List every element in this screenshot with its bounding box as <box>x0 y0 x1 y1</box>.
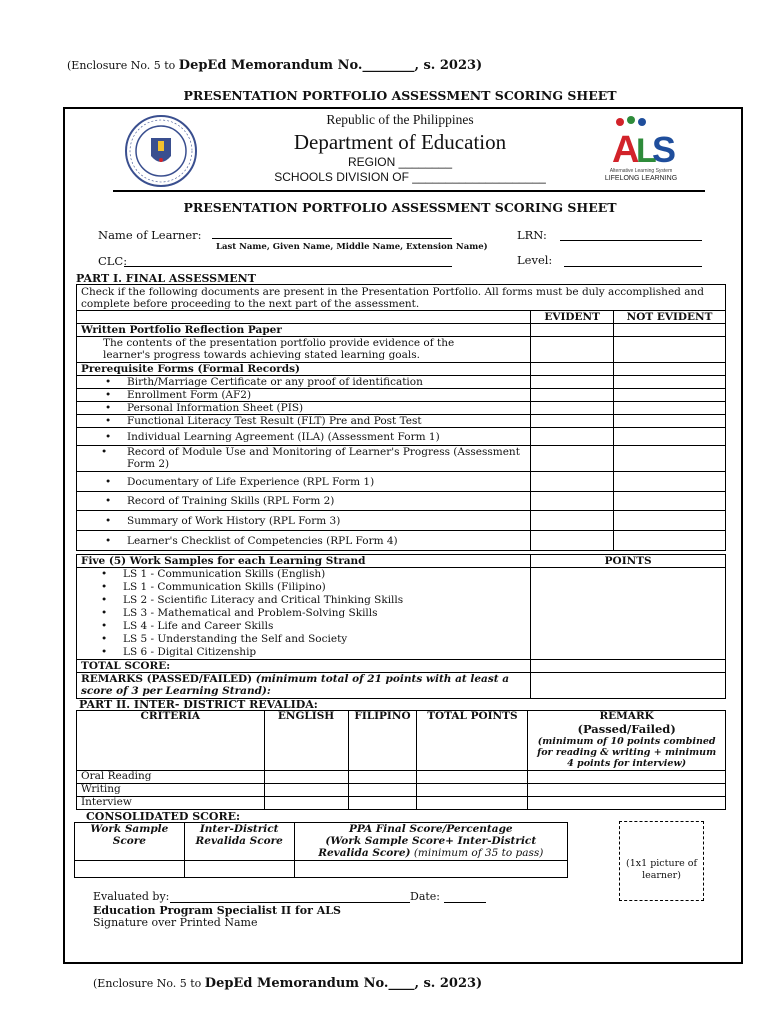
als-logo <box>600 114 682 186</box>
ppa-formula <box>299 835 563 859</box>
page-title: PRESENTATION PORTFOLIO ASSESSMENT SCORING SHEET <box>183 88 617 103</box>
work-samples-table <box>76 554 726 699</box>
als-tagline: Alternative Learning System <box>609 168 673 174</box>
sample-item-label: LS 2 - Scientific Literacy and Critical Thinking Skills <box>123 594 404 606</box>
remarks-cell[interactable] <box>531 673 726 699</box>
evident-cell[interactable] <box>531 402 614 415</box>
name-label: Name of Learner: <box>98 228 202 242</box>
prereq-item-label: Functional Literacy Test Result (FLT) Pre and Post Test <box>127 415 422 427</box>
svg-text:L: L <box>636 132 657 170</box>
score-cell[interactable] <box>264 797 348 810</box>
reflection-evident-cell[interactable] <box>531 337 614 363</box>
score-cell[interactable] <box>348 797 417 810</box>
evaluator-position: Education Program Specialist II for ALS <box>93 904 341 917</box>
revalida-table <box>76 710 726 810</box>
lrn-label: LRN: <box>517 228 547 242</box>
prereq-item-label: Personal Information Sheet (PIS) <box>127 402 304 414</box>
score-cell[interactable] <box>348 784 417 797</box>
consolidated-heading: CONSOLIDATED SCORE: <box>86 810 241 823</box>
prereq-item <box>77 415 531 428</box>
ppa-score-cell[interactable] <box>294 861 567 878</box>
criteria-row-label: Writing <box>77 784 265 797</box>
not-evident-cell[interactable] <box>614 511 726 531</box>
enclosure-memo: DepEd Memorandum No.________, s. 2023) <box>178 58 483 73</box>
bullet: • <box>101 620 108 632</box>
prereq-item <box>77 472 531 492</box>
bullet: • <box>101 607 108 619</box>
bullet: • <box>101 446 108 458</box>
prereq-item-label: Record of Training Skills (RPL Form 2) <box>127 495 335 507</box>
date-label: Date: <box>410 890 441 903</box>
prereq-item-label: Birth/Marriage Certificate or any proof of identification <box>127 376 423 388</box>
reflection-not-evident-cell[interactable] <box>614 337 726 363</box>
col-ppa <box>294 823 567 861</box>
col-remark <box>528 711 726 771</box>
als-motto: LIFELONG LEARNING <box>604 175 678 182</box>
enclosure-prefix: (Enclosure No. 5 to <box>67 59 179 72</box>
deped-seal-logo <box>124 114 198 188</box>
clc-label: CLC: <box>98 254 128 268</box>
department-title: Department of Education <box>293 130 507 154</box>
remark-cell[interactable] <box>528 771 726 784</box>
col-points: POINTS <box>531 555 726 568</box>
total-score-label: TOTAL SCORE: <box>77 660 531 673</box>
prereq-item <box>77 402 531 415</box>
criteria-row-label: Oral Reading <box>77 771 265 784</box>
signature-label: Signature over Printed Name <box>93 916 258 929</box>
form-title: PRESENTATION PORTFOLIO ASSESSMENT SCORING SHEET <box>183 200 617 215</box>
work-sample-score-cell[interactable] <box>75 861 185 878</box>
evident-cell[interactable] <box>531 531 614 551</box>
evident-cell[interactable] <box>531 389 614 402</box>
score-cell[interactable] <box>417 797 528 810</box>
col-not-evident: NOT EVIDENT <box>614 311 726 324</box>
score-cell[interactable] <box>417 784 528 797</box>
bullet: • <box>101 633 108 645</box>
sample-item-label: LS 5 - Understanding the Self and Society <box>123 633 348 645</box>
bullet: • <box>101 568 108 580</box>
evident-cell[interactable] <box>531 376 614 389</box>
revalida-score-cell[interactable] <box>184 861 294 878</box>
reflection-heading: Written Portfolio Reflection Paper <box>77 324 531 337</box>
samples-list <box>77 568 531 660</box>
col-total-points: TOTAL POINTS <box>417 711 528 771</box>
prereq-item-label: Enrollment Form (AF2) <box>127 389 252 401</box>
prereq-item <box>77 446 531 472</box>
remark-title: REMARK <box>599 710 654 722</box>
not-evident-cell[interactable] <box>614 389 726 402</box>
picture-box-label: (1x1 picture of learner) <box>626 858 697 881</box>
prereq-item <box>77 389 531 402</box>
bullet: • <box>105 430 112 443</box>
name-hint: Last Name, Given Name, Middle Name, Extension Name) <box>216 242 488 252</box>
col-filipino: FILIPINO <box>348 711 417 771</box>
not-evident-cell[interactable] <box>614 446 726 472</box>
part2-heading: PART II. INTER- DISTRICT REVALIDA: <box>79 698 318 711</box>
header-rule <box>113 190 705 192</box>
bullet: • <box>101 646 108 658</box>
reflection-text-content: The contents of the presentation portfolio provide evidence of the learner's progress towards achieving stated learning goals. <box>103 337 455 361</box>
prereq-item <box>77 531 531 551</box>
not-evident-cell[interactable] <box>614 402 726 415</box>
bullet: • <box>101 581 108 593</box>
ppa-title: PPA Final Score/Percentage <box>349 823 513 835</box>
evident-cell[interactable] <box>531 446 614 472</box>
col-criteria: CRITERIA <box>77 711 265 771</box>
total-score-cell[interactable] <box>531 660 726 673</box>
sample-item <box>77 581 530 594</box>
ppa-formula-text: (Work Sample Score+ Inter-District Revalida Score) <box>318 835 537 859</box>
bullet: • <box>105 415 112 427</box>
not-evident-cell[interactable] <box>614 376 726 389</box>
prereq-item-label: Record of Module Use and Monitoring of Learner's Progress (Assessment Form 2) <box>127 446 520 470</box>
bullet: • <box>105 402 112 414</box>
part1-table <box>76 284 726 551</box>
score-cell[interactable] <box>264 784 348 797</box>
level-field[interactable] <box>564 251 702 267</box>
bullet: • <box>105 475 112 488</box>
not-evident-cell[interactable] <box>614 415 726 428</box>
criteria-row-label: Interview <box>77 797 265 810</box>
date-field[interactable] <box>444 888 486 903</box>
bullet: • <box>105 534 112 547</box>
prereq-item-label: Learner's Checklist of Competencies (RPL Form 4) <box>127 534 398 547</box>
score-cell[interactable] <box>417 771 528 784</box>
sample-item <box>77 620 530 633</box>
evident-cell[interactable] <box>531 415 614 428</box>
remark-cell[interactable] <box>528 797 726 810</box>
svg-text:A: A <box>612 129 640 171</box>
enclosure-prefix: (Enclosure No. 5 to <box>93 977 205 990</box>
picture-box <box>619 821 704 901</box>
enclosure-note-top <box>67 58 482 73</box>
bullet: • <box>105 376 112 388</box>
republic-text: Republic of the Philippines <box>326 112 474 127</box>
prereq-item <box>77 511 531 531</box>
sample-item <box>77 594 530 607</box>
clc-field[interactable] <box>124 252 452 267</box>
remark-sub: (Passed/Failed) <box>577 722 676 736</box>
bullet: • <box>105 514 112 527</box>
col-english: ENGLISH <box>264 711 348 771</box>
bullet: • <box>101 594 108 606</box>
points-cell[interactable] <box>531 568 726 660</box>
sample-item-label: LS 4 - Life and Career Skills <box>123 620 274 632</box>
division-text: SCHOOLS DIVISION OF ____________________ <box>274 170 546 184</box>
score-cell[interactable] <box>264 771 348 784</box>
sample-item <box>77 568 530 581</box>
enclosure-memo: DepEd Memorandum No.____, s. 2023) <box>204 976 483 991</box>
lrn-field[interactable] <box>560 226 702 241</box>
col-work-sample: Work Sample Score <box>75 823 185 861</box>
prereq-heading: Prerequisite Forms (Formal Records) <box>77 363 531 376</box>
sample-item-label: LS 1 - Communication Skills (English) <box>123 568 326 580</box>
ppa-min: (minimum of 35 to pass) <box>410 847 544 859</box>
sample-item <box>77 633 530 646</box>
remarks-title: REMARKS (PASSED/FAILED) <box>81 673 253 685</box>
evaluated-by-label: Evaluated by: <box>93 890 170 903</box>
remarks-note: (minimum total of 21 points with at least a score of 3 per Learning Strand): <box>81 673 510 697</box>
prereq-item <box>77 376 531 389</box>
bullet: • <box>105 495 112 507</box>
prereq-item-label: Individual Learning Agreement (ILA) (Assessment Form 1) <box>127 430 440 443</box>
sample-item-label: LS 1 - Communication Skills (Filipino) <box>123 581 326 593</box>
evident-cell[interactable] <box>531 428 614 446</box>
consolidated-table <box>74 822 568 878</box>
prereq-item <box>77 428 531 446</box>
not-evident-cell[interactable] <box>614 531 726 551</box>
sample-item-label: LS 6 - Digital Citizenship <box>123 646 257 658</box>
remark-cell[interactable] <box>528 784 726 797</box>
evident-cell[interactable] <box>531 492 614 511</box>
part1-instruction: Check if the following documents are present in the Presentation Portfolio. All forms must be duly accomplished and complete before proceeding to the next part of the assessment. <box>77 285 726 311</box>
sample-item <box>77 607 530 620</box>
score-cell[interactable] <box>348 771 417 784</box>
sample-item-label: LS 3 - Mathematical and Problem-Solving Skills <box>123 607 378 619</box>
reflection-text <box>77 337 531 363</box>
enclosure-note-bottom <box>93 976 482 991</box>
svg-text:S: S <box>652 129 677 170</box>
col-revalida-score: Inter-District Revalida Score <box>184 823 294 861</box>
part1-heading: PART I. FINAL ASSESSMENT <box>76 272 256 285</box>
not-evident-cell[interactable] <box>614 492 726 511</box>
prereq-item-label: Summary of Work History (RPL Form 3) <box>127 514 341 527</box>
prereq-item <box>77 492 531 511</box>
sample-item <box>77 646 530 659</box>
not-evident-cell[interactable] <box>614 472 726 492</box>
evaluator-field[interactable] <box>170 888 410 903</box>
name-field[interactable] <box>212 226 452 239</box>
remark-note: (minimum of 10 points combined for reading & writing + minimum 4 points for interview) <box>537 736 717 769</box>
evident-cell[interactable] <box>531 472 614 492</box>
col-evident: EVIDENT <box>531 311 614 324</box>
region-text: REGION ________ <box>347 155 453 169</box>
prereq-item-label: Documentary of Life Experience (RPL Form 1) <box>127 475 375 488</box>
remarks-label <box>77 673 531 699</box>
not-evident-cell[interactable] <box>614 428 726 446</box>
samples-heading: Five (5) Work Samples for each Learning Strand <box>77 555 531 568</box>
level-label: Level: <box>517 253 553 267</box>
evident-cell[interactable] <box>531 511 614 531</box>
bullet: • <box>105 389 112 401</box>
